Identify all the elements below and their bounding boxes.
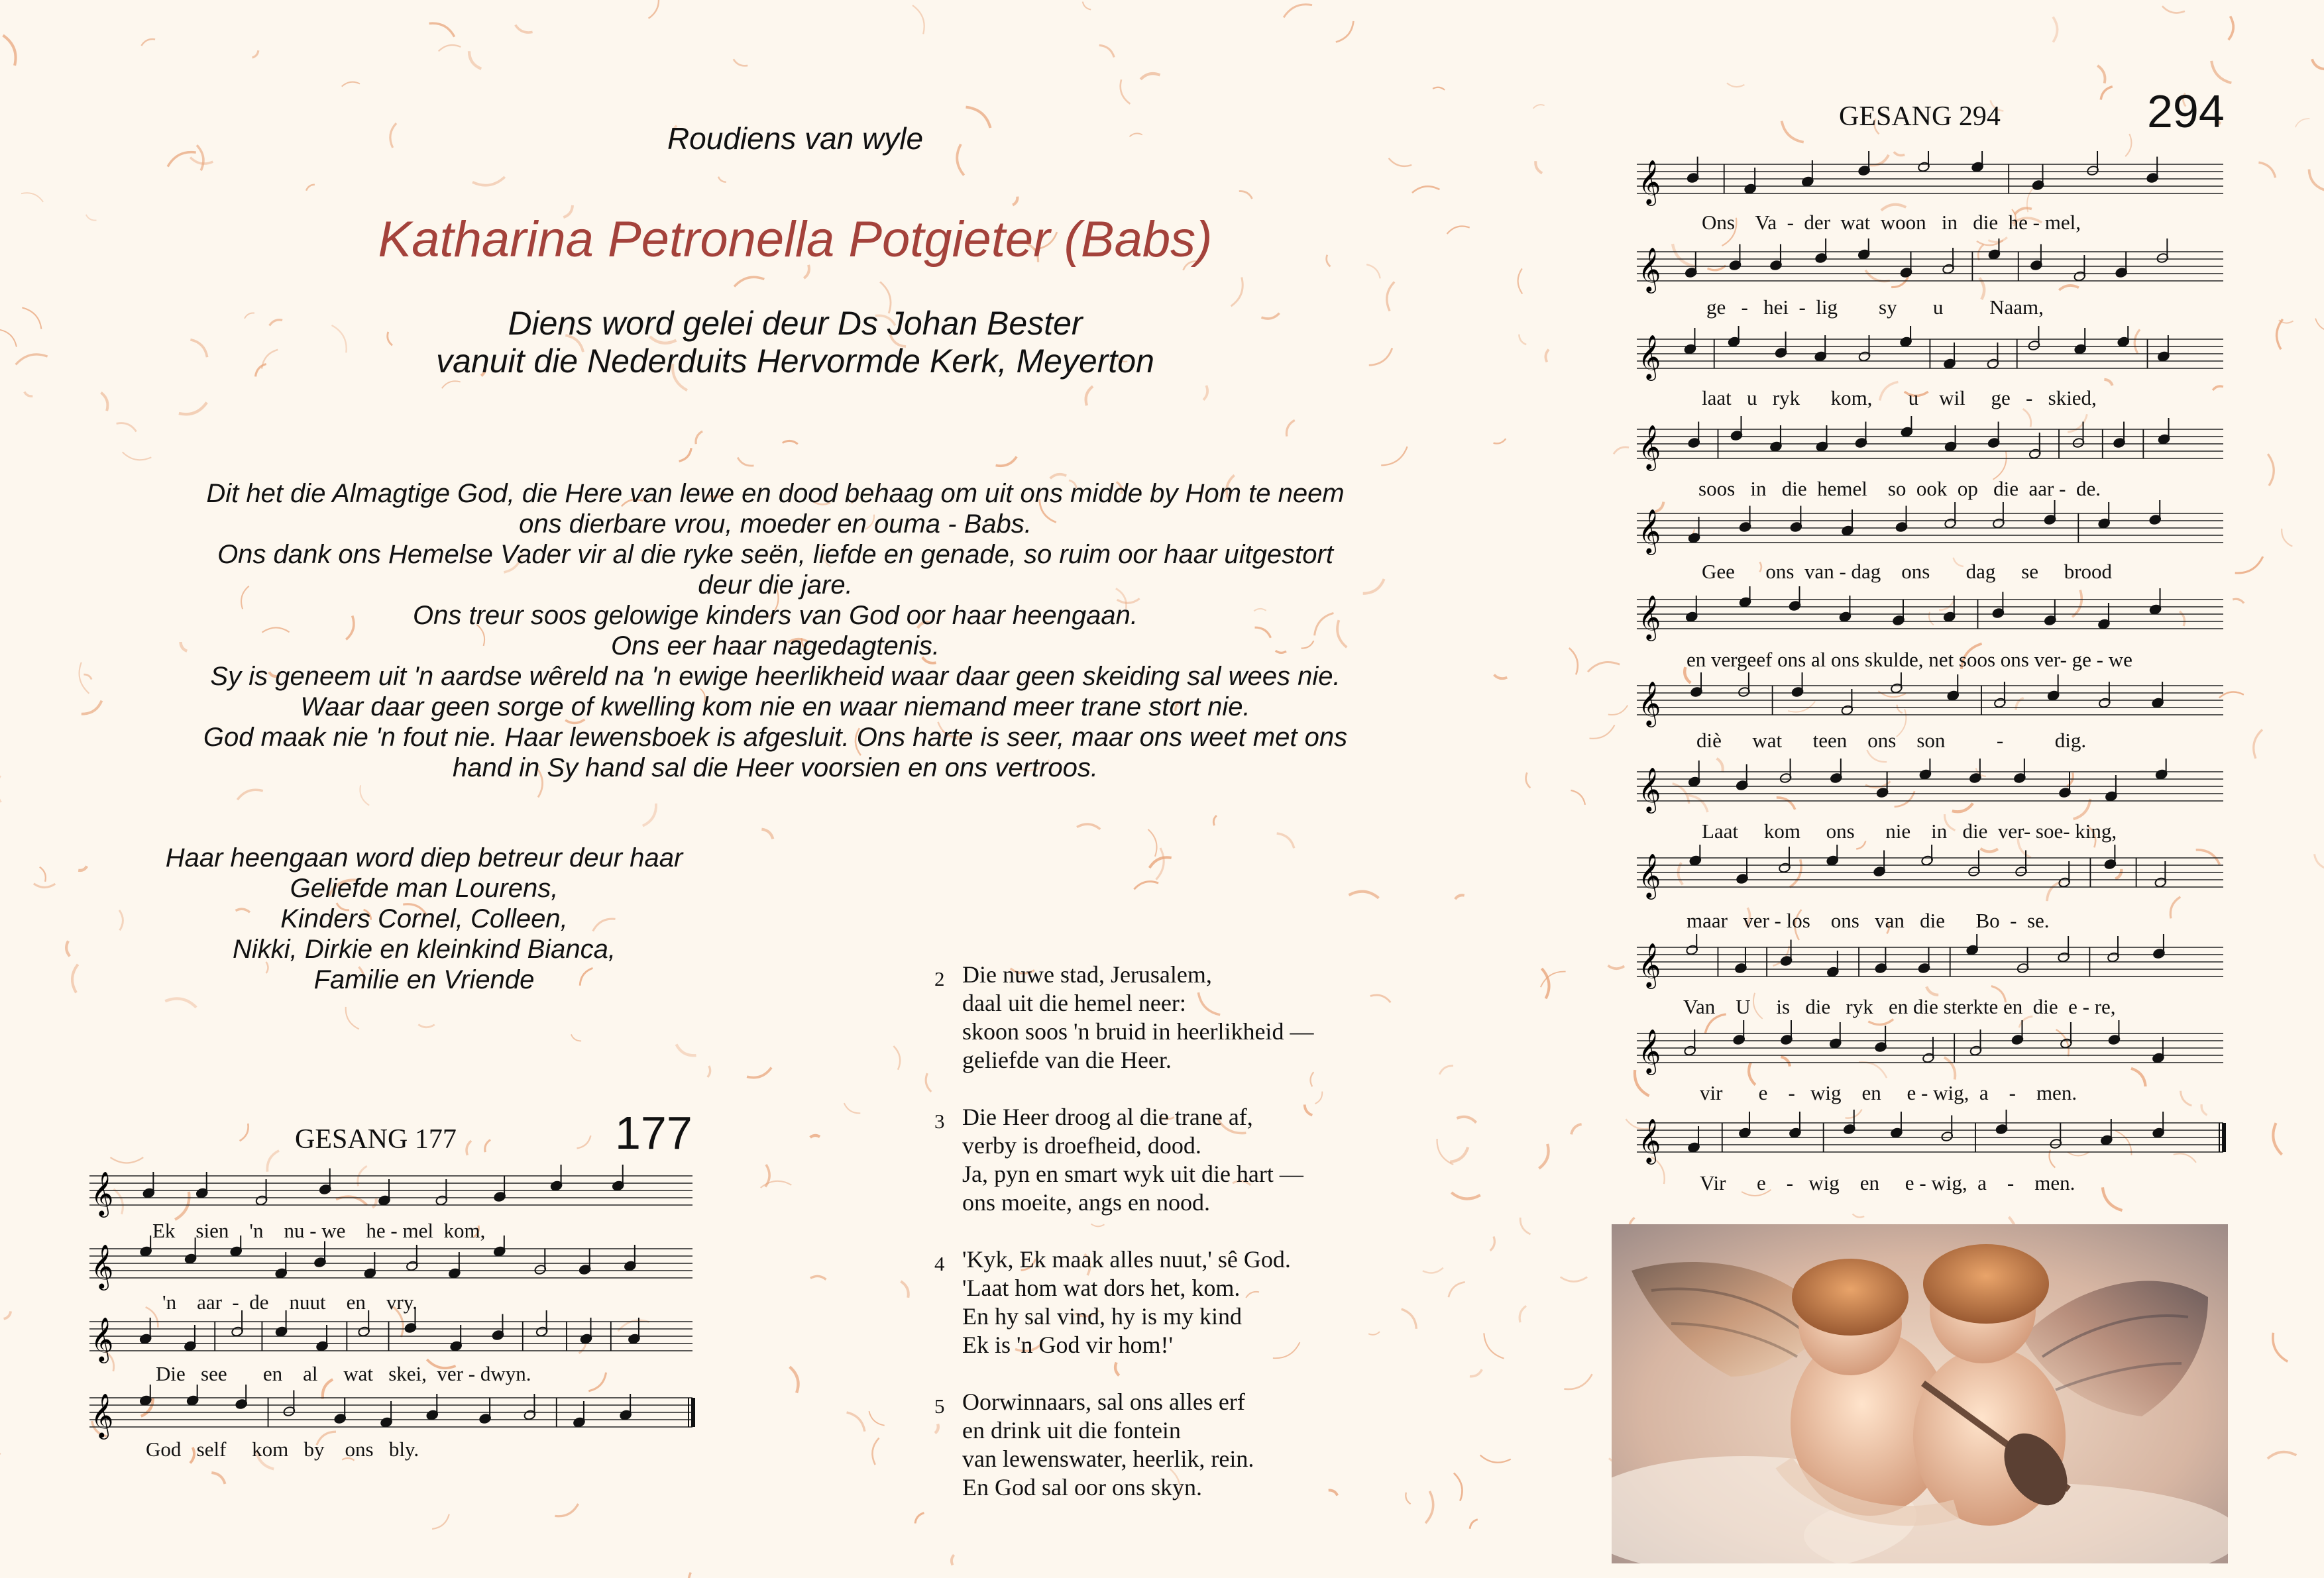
hymn-177-title: GESANG 177 [295, 1124, 457, 1155]
paper-fibre [2315, 319, 2324, 332]
mourner-line: Familie en Vriende [313, 965, 535, 994]
paper-fibre [689, 1573, 694, 1578]
paper-fibre [1425, 1491, 1433, 1523]
paper-fibre [245, 313, 254, 319]
paper-fibre [1433, 87, 1445, 90]
paper-fibre [1286, 420, 1294, 436]
verse-number: 4 [934, 1252, 945, 1275]
paper-fibre [734, 59, 748, 66]
paper-fibre [432, 1514, 449, 1529]
paper-fibre [2296, 119, 2310, 127]
hymn-294-title: GESANG 294 [1839, 101, 2001, 132]
paper-fibre [1368, 1332, 1380, 1335]
treble-clef-icon: 𝄞 [1638, 246, 1661, 291]
tribute-line: ons dierbare vrou, moeder en ouma - Babs. [519, 509, 1032, 539]
paper-fibre [926, 1073, 931, 1092]
paper-fibre [2312, 59, 2324, 69]
paper-fibre [390, 123, 396, 148]
paper-fibre [1013, 197, 1017, 205]
paper-fibre [1203, 386, 1207, 400]
paper-fibre [1402, 1309, 1417, 1329]
paper-fibre [1569, 648, 1578, 674]
paper-fibre [2101, 87, 2113, 100]
hymn-294-lyric-line: diè wat teen ons son - dig. [1696, 729, 2087, 752]
paper-fibre [78, 867, 87, 870]
tribute-line: Ons treur soos gelowige kinders van God oor haar heengaan. [412, 601, 1138, 630]
paper-fibre [1315, 1092, 1323, 1104]
paper-fibre [1519, 335, 1526, 344]
paper-fibre [1526, 772, 1531, 788]
paper-fibre [2235, 556, 2263, 573]
paper-fibre [1381, 447, 1407, 465]
paper-fibre [1439, 1066, 1453, 1075]
paper-fibre [1454, 1473, 1463, 1501]
paper-fibre [1115, 1363, 1119, 1376]
paper-fibre [1470, 1520, 1478, 1529]
paper-fibre [1156, 848, 1164, 880]
paper-fibre [1305, 1104, 1313, 1115]
verse-line: van lewenswater, heerlik, rein. [962, 1446, 1254, 1472]
paper-fibre [869, 1411, 884, 1425]
paper-fibre [1447, 227, 1470, 234]
paper-fibre [442, 381, 461, 388]
paper-fibre [2268, 1452, 2297, 1459]
paper-fibre [117, 423, 137, 432]
service-subtitle: Roudiens van wyle [667, 121, 924, 156]
officiant-block [331, 305, 1259, 380]
tribute-text [80, 478, 1471, 783]
paper-fibre [2282, 529, 2292, 547]
paper-fibre [22, 307, 41, 329]
paper-fibre [1387, 282, 1394, 311]
paper-fibre [1134, 882, 1158, 890]
hymn-294-lyric-line: laat u ryk kom, u wil ge - skied, [1702, 386, 2097, 409]
paper-fibre [1349, 892, 1379, 898]
paper-fibre [913, 5, 924, 34]
paper-fibre [1455, 895, 1465, 899]
hymn-177-verse [934, 1245, 1291, 1359]
paper-fibre [1490, 1237, 1495, 1251]
verse-number: 5 [934, 1394, 945, 1418]
treble-clef-icon: 𝄞 [91, 1243, 114, 1289]
paper-fibre [472, 177, 505, 185]
paper-fibre [901, 1281, 908, 1298]
hymn-294-lyric-line: ge - hei - lig sy u Naam, [1706, 295, 2044, 319]
paper-fibre [1539, 1144, 1548, 1169]
paper-fibre [2097, 66, 2105, 83]
paper-fibre [197, 145, 203, 170]
paper-fibre [649, 0, 659, 19]
paper-fibre [1571, 1124, 1582, 1135]
treble-clef-icon: 𝄞 [1638, 680, 1661, 725]
music-staff [1630, 151, 2230, 211]
paper-fibre [1262, 313, 1280, 319]
paper-fibre [1571, 790, 1586, 805]
treble-clef-icon: 𝄞 [1638, 1118, 1661, 1163]
hymn-177-lyric-line: God self kom by ons bly. [146, 1438, 419, 1461]
verse-line: daal uit die hemel neer: [962, 990, 1186, 1016]
verse-line: verby is droefheid, dood. [962, 1132, 1201, 1159]
paper-fibre [1480, 1455, 1511, 1463]
paper-fibre [1520, 1218, 1530, 1234]
mourner-line: Kinders Cornel, Colleen, [280, 904, 568, 933]
verse-line: en drink uit die fontein [962, 1417, 1181, 1444]
paper-fibre [1150, 857, 1172, 868]
paper-fibre [34, 884, 56, 888]
paper-fibre [1727, 83, 1744, 87]
paper-fibre [2273, 1123, 2282, 1155]
hymn-177-verse [934, 961, 1314, 1075]
treble-clef-icon: 𝄞 [91, 1316, 114, 1361]
paper-fibre [915, 1513, 924, 1524]
treble-clef-icon: 𝄞 [1638, 334, 1661, 379]
paper-fibre [935, 1424, 938, 1434]
verse-line: Oorwinnaars, sal ons alles erf [962, 1389, 1245, 1415]
music-staff [1630, 326, 2230, 386]
music-staff [83, 1308, 699, 1368]
paper-fibre [1086, 386, 1093, 405]
paper-fibre [179, 403, 207, 415]
deceased-name: Katharina Petronella Potgieter (Babs) [378, 211, 1213, 268]
hymn-294-lyric-line: Van U is die ryk en die sterkte en die e - re, [1683, 995, 2116, 1018]
paper-fibre [847, 1412, 865, 1432]
paper-fibre [1336, 21, 1354, 42]
paper-fibre [516, 25, 533, 32]
hymn-294-lyric-line: vir e - wig en e - wig, a - men. [1700, 1081, 2077, 1104]
paper-fibre [872, 1438, 879, 1465]
hymn-177-lyric-line: 'n aar - de nuut en vry. [162, 1290, 417, 1314]
paper-fibre [577, 1135, 591, 1148]
verse-line: Die nuwe stad, Jerusalem, [962, 961, 1212, 988]
paper-fibre [211, 1473, 225, 1484]
tribute-line: Sy is geneem uit 'n aardse wêreld na 'n ewige heerlikheid waar daar geen skeiding sal wees nie. [210, 662, 1341, 691]
paper-fibre [1077, 824, 1100, 829]
tribute-line: deur die jare. [698, 570, 853, 600]
paper-fibre [718, 177, 726, 182]
tribute-line: Waar daar geen sorge of kwelling kom nie en waar niemand meer trane stort nie. [300, 692, 1250, 721]
paper-fibre [256, 364, 266, 377]
paper-fibre [2103, 1187, 2123, 1210]
music-staff [1630, 672, 2230, 732]
paper-fibre [1535, 161, 1542, 173]
paper-fibre [72, 965, 78, 993]
verse-number: 2 [934, 967, 945, 990]
paper-fibre [1369, 348, 1392, 365]
verse-line: En God sal oor ons skyn. [962, 1474, 1202, 1500]
music-staff [1630, 934, 2230, 994]
paper-fibre [1450, 1147, 1468, 1162]
paper-fibre [783, 441, 798, 444]
treble-clef-icon: 𝄞 [91, 1171, 114, 1216]
paper-fibre [761, 1181, 792, 1188]
verse-line: 'Kyk, Ek maak alles nuut,' sê God. [962, 1246, 1291, 1273]
paper-fibre [123, 452, 152, 460]
officiant-line: vanuit die Nederduits Hervormde Kerk, Meyerton [436, 342, 1154, 380]
paper-fibre [485, 1140, 490, 1153]
tribute-line: Ons dank ons Hemelse Vader vir al die ryke seën, liefde en genade, so ruim oor haar uitgestort [217, 540, 1333, 569]
paper-fibre [240, 1124, 249, 1141]
paper-fibre [1457, 1117, 1476, 1123]
paper-fibre [1423, 1268, 1443, 1273]
paper-fibre [747, 1068, 771, 1078]
paper-fibre [0, 329, 17, 346]
treble-clef-icon: 𝄞 [1638, 942, 1661, 987]
music-staff [1630, 238, 2230, 298]
treble-clef-icon: 𝄞 [91, 1393, 114, 1438]
hymn-294-lyric-line: soos in die hemel so ook op die aar - de. [1698, 477, 2101, 500]
paper-fibre [2233, 599, 2244, 603]
paper-fibre [1277, 833, 1294, 848]
paper-fibre [4, 1311, 11, 1318]
paper-fibre [696, 431, 702, 444]
music-staff [1630, 1020, 2230, 1080]
verse-line: geliefde van die Heer. [962, 1047, 1172, 1073]
paper-fibre [1130, 133, 1142, 136]
hymn-294-lyric-line: en vergeef ons al ons skulde, net soos ons ver- ge - we [1687, 648, 2132, 671]
paper-fibre [439, 45, 461, 51]
paper-fibre [1484, 1333, 1504, 1358]
paper-fibre [1406, 1493, 1410, 1504]
paper-fibre [2229, 17, 2233, 40]
paper-fibre [790, 1367, 799, 1393]
paper-fibre [643, 804, 656, 826]
treble-clef-icon: 𝄞 [1638, 853, 1661, 898]
verse-line: 'Laat hom wat dors het, kom. [962, 1275, 1241, 1301]
music-staff [83, 1163, 699, 1222]
paper-fibre [2277, 319, 2283, 350]
paper-fibre [237, 790, 263, 800]
hymn-294-number: 294 [2147, 85, 2225, 137]
treble-clef-icon: 𝄞 [1638, 594, 1661, 639]
hymn-294-lyric-line: maar ver - los ons van die Bo - se. [1687, 909, 2050, 932]
paper-fibre [2254, 729, 2262, 759]
paper-fibre [1083, 2, 1091, 10]
paper-fibre [2162, 6, 2185, 13]
paper-fibre [1213, 815, 1217, 825]
music-staff [1630, 1110, 2230, 1169]
verse-line: Die Heer droog al die trane af, [962, 1104, 1253, 1130]
hymn-294-lyric-line: Ons Va - der wat woon in die he - mel, [1702, 211, 2081, 234]
paper-fibre [571, 1034, 581, 1041]
verse-line: ons moeite, angs en nood. [962, 1189, 1210, 1216]
paper-fibre [2181, 1091, 2192, 1106]
tribute-line: Ons eer haar nagedagtenis. [611, 631, 940, 660]
hymn-294-lyric-line: Vir e - wig en e - wig, a - men. [1700, 1171, 2075, 1194]
tribute-line: God maak nie 'n fout nie. Haar lewensboek is afgesluit. Ons harte is seer, maar ons weet met ons [203, 723, 1348, 752]
treble-clef-icon: 𝄞 [1638, 1028, 1661, 1073]
paper-fibre [738, 458, 753, 466]
mourners-list [93, 843, 755, 995]
paper-fibre [761, 829, 773, 839]
hymn-177-lyric-line: Ek sien 'n nu - we he - mel kom, [152, 1219, 486, 1242]
paper-fibre [1564, 1374, 1592, 1389]
paper-fibre [996, 456, 1017, 466]
treble-clef-icon: 𝄞 [1638, 159, 1661, 204]
hymn-177-verse [934, 1103, 1303, 1217]
hymn-294-lyric-line: Laat kom ons nie in die ver- soe- king, [1702, 819, 2117, 843]
paper-fibre [708, 1066, 710, 1077]
paper-fibre [16, 354, 48, 364]
mourner-line: Nikki, Dirkie en kleinkind Bianca, [232, 935, 616, 964]
paper-fibre [1561, 1277, 1587, 1282]
tribute-line: Dit het die Almagtige God, die Here van lewe en dood behaag om uit ons midde by Hom te neem [206, 479, 1345, 508]
music-staff [1630, 845, 2230, 904]
paper-fibre [429, 23, 455, 36]
paper-fibre [0, 776, 1, 802]
verse-line: En hy sal vind, hy is my kind [962, 1303, 1242, 1330]
paper-fibre [40, 867, 46, 882]
paper-fibre [679, 448, 692, 461]
paper-fibre [86, 215, 97, 221]
paper-fibre [1239, 191, 1252, 199]
hymn-177-number: 177 [615, 1107, 692, 1159]
music-staff [1630, 759, 2230, 818]
paper-fibre [1494, 439, 1506, 443]
music-staff [83, 1236, 699, 1295]
officiant-line: Diens word gelei deur Ds Johan Bester [508, 305, 1083, 342]
paper-fibre [101, 393, 107, 411]
hymn-294-lyric-line: Gee ons van - dag ons dag se brood [1702, 560, 2113, 583]
paper-fibre [418, 1024, 435, 1027]
paper-fibre [342, 82, 360, 87]
paper-fibre [2268, 454, 2274, 486]
music-staff [1630, 586, 2230, 646]
mourner-line: Geliefde man Lourens, [290, 874, 559, 903]
treble-clef-icon: 𝄞 [1638, 508, 1661, 553]
paper-fibre [1533, 105, 1545, 109]
paper-fibre [346, 1007, 359, 1029]
paper-fibre [2211, 61, 2231, 83]
paper-fibre [1494, 675, 1508, 679]
paper-fibre [1449, 1282, 1465, 1297]
hymn-177-verse [934, 1388, 1254, 1502]
paper-fibre [810, 1135, 820, 1137]
paper-fibre [2309, 170, 2324, 190]
paper-fibre [2258, 162, 2275, 178]
paper-fibre [1370, 995, 1391, 1002]
paper-fibre [1121, 79, 1131, 104]
paper-fibre [1520, 1306, 1526, 1322]
paper-fibre [1231, 278, 1243, 307]
paper-fibre [2053, 17, 2058, 42]
treble-clef-icon: 𝄞 [1638, 424, 1661, 469]
paper-fibre [306, 185, 315, 191]
paper-fibre [262, 350, 278, 369]
paper-fibre [1782, 121, 1804, 142]
mourner-line: Haar heengaan word diep betreur deur haar [165, 843, 683, 872]
paper-fibre [165, 998, 196, 1007]
paper-fibre [190, 158, 213, 164]
treble-clef-icon: 𝄞 [1638, 766, 1661, 812]
paper-fibre [252, 50, 258, 58]
verse-line: Ek is 'n God vir hom!' [962, 1332, 1173, 1358]
paper-fibre [270, 320, 283, 326]
paper-fibre [467, 1141, 471, 1155]
cherubs-with-wings-image [1612, 1224, 2228, 1563]
music-staff [1630, 500, 2230, 560]
paper-fibre [677, 1044, 696, 1055]
paper-fibre [2315, 854, 2324, 869]
paper-fibre [1099, 45, 1115, 57]
paper-fibre [734, 277, 764, 286]
paper-fibre [469, 51, 481, 69]
paper-fibre [1329, 1491, 1338, 1496]
paper-fibre [1412, 186, 1439, 193]
paper-fibre [1470, 1369, 1482, 1376]
paper-fibre [844, 1103, 861, 1113]
paper-fibre [555, 1504, 578, 1516]
paper-fibre [1518, 268, 1523, 293]
paper-fibre [1608, 706, 1628, 715]
paper-fibre [360, 785, 369, 805]
paper-fibre [1853, 1214, 1865, 1217]
paper-fibre [3, 35, 16, 66]
verse-line: skoon soos 'n bruid in heerlikheid — [962, 1018, 1314, 1045]
paper-fibre [1284, 5, 1312, 18]
paper-fibre [1451, 1192, 1480, 1198]
paper-fibre [1590, 725, 1615, 738]
paper-fibre [25, 392, 33, 396]
paper-fibre [810, 1276, 826, 1279]
paper-fibre [1389, 158, 1412, 166]
verse-number: 3 [934, 1110, 945, 1133]
paper-fibre [1614, 447, 1629, 454]
paper-fibre [1140, 74, 1160, 79]
paper-fibre [1091, 1224, 1105, 1227]
paper-fibre [1545, 350, 1549, 362]
paper-fibre [190, 340, 207, 358]
music-staff [83, 1385, 699, 1444]
paper-fibre [1608, 966, 1625, 969]
paper-fibre [952, 1555, 954, 1565]
paper-fibre [21, 193, 43, 202]
paper-fibre [66, 941, 70, 956]
paper-fibre [2273, 1333, 2288, 1362]
paper-fibre [141, 39, 155, 46]
paper-fibre [893, 1046, 900, 1070]
hymn-177-lyric-line: Die see en al wat skei, ver - dwyn. [156, 1362, 531, 1385]
paper-fibre [1148, 829, 1156, 857]
paper-fibre [2213, 386, 2223, 390]
verse-line: Ja, pyn en smart wyk uit die hart — [962, 1161, 1303, 1187]
paper-fibre [1588, 662, 1620, 672]
tribute-line: hand in Sy hand sal die Heer voorsien en ons vertroos. [453, 753, 1098, 782]
music-staff [1630, 416, 2230, 476]
